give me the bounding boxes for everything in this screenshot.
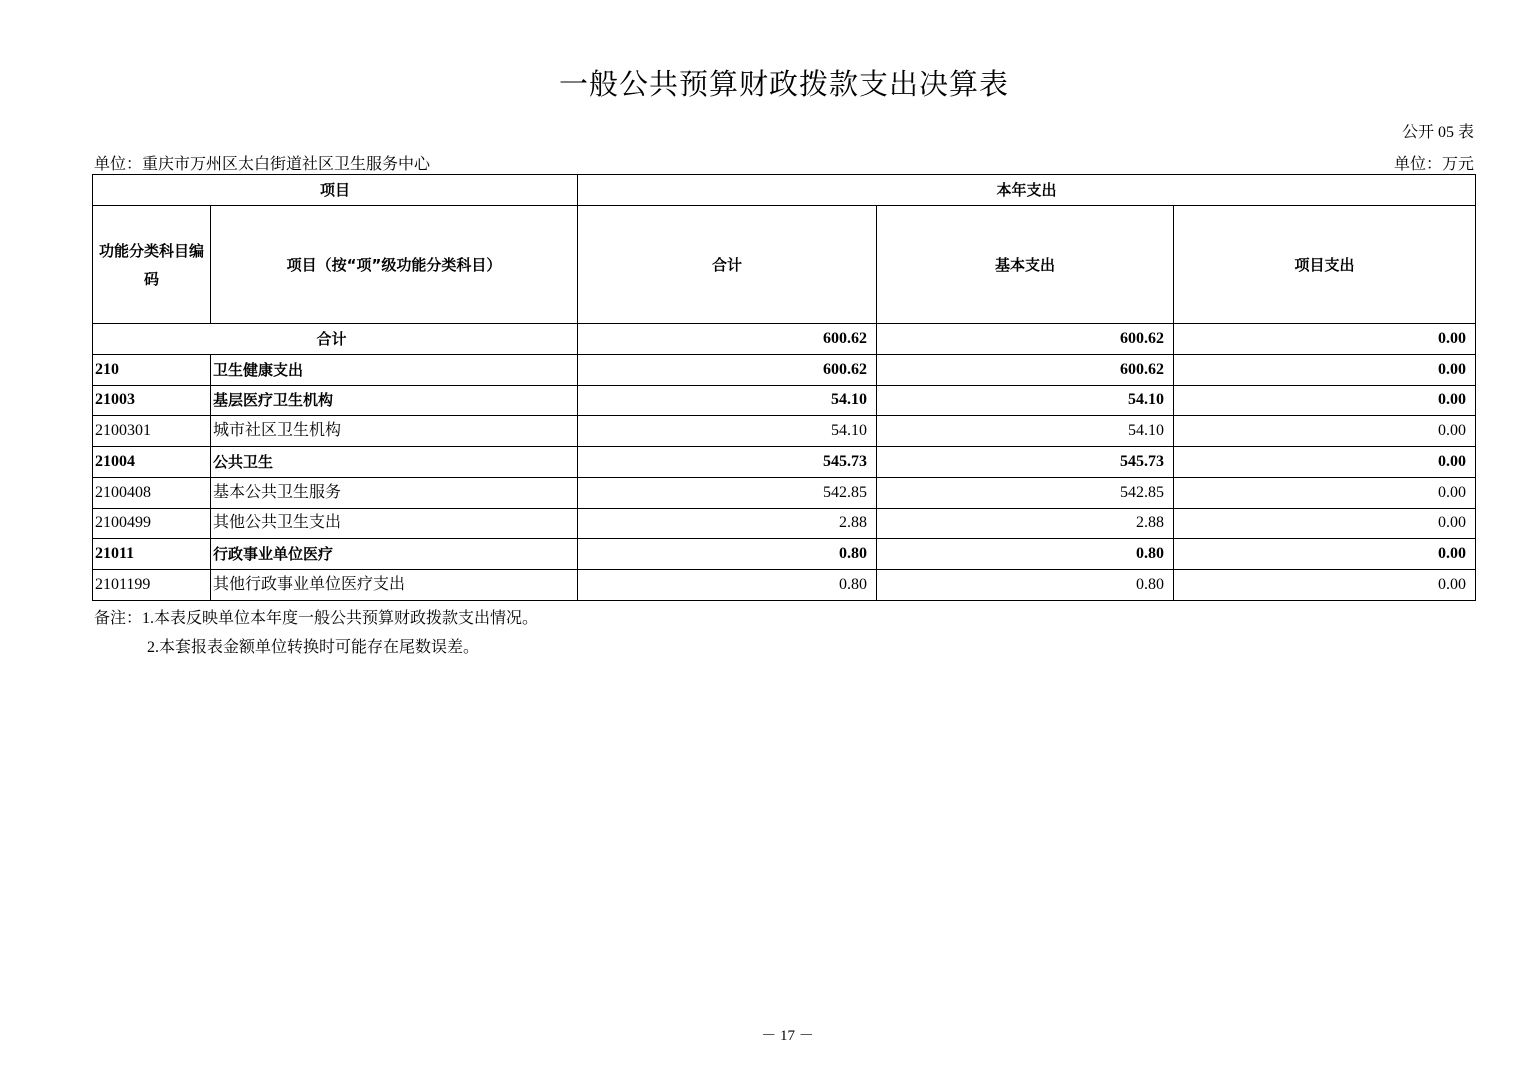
row-basic: 545.73 (877, 447, 1174, 478)
row-code: 2100408 (93, 477, 211, 508)
page-number: － 17 － (761, 1028, 814, 1044)
table-row (93, 354, 1476, 385)
row-basic: 54.10 (877, 385, 1174, 416)
row-name: 城市社区卫生机构 (211, 416, 578, 447)
header-total: 合计 (578, 206, 877, 324)
row-basic: 0.80 (877, 570, 1174, 601)
row-project: 0.00 (1174, 539, 1476, 570)
table-row (93, 570, 1476, 601)
table-row (93, 447, 1476, 478)
row-name: 其他行政事业单位医疗支出 (211, 570, 578, 601)
row-project: 0.00 (1174, 508, 1476, 539)
row-name: 其他公共卫生支出 (211, 508, 578, 539)
row-total: 54.10 (578, 416, 877, 447)
header-annual-expense: 本年支出 (578, 175, 1476, 206)
row-project: 0.00 (1174, 447, 1476, 478)
row-name: 基本公共卫生服务 (211, 477, 578, 508)
table-row (93, 416, 1476, 447)
row-code: 2100301 (93, 416, 211, 447)
total-basic: 600.62 (877, 324, 1174, 355)
row-code: 21011 (93, 539, 211, 570)
total-label: 合计 (93, 324, 578, 355)
row-code: 2101199 (93, 570, 211, 601)
row-basic: 54.10 (877, 416, 1174, 447)
row-basic: 600.62 (877, 354, 1174, 385)
total-project: 0.00 (1174, 324, 1476, 355)
document-number: 公开 05 表 (1401, 124, 1474, 141)
row-total: 0.80 (578, 539, 877, 570)
total-row (93, 324, 1476, 355)
row-total: 600.62 (578, 354, 877, 385)
notes (94, 604, 538, 662)
header-project-expense: 项目支出 (1174, 206, 1476, 324)
note-line-1: 备注：1.本表反映单位本年度一般公共预算财政拨款支出情况。 (94, 610, 539, 627)
table-row (93, 508, 1476, 539)
row-name: 卫生健康支出 (211, 354, 578, 385)
currency-unit: 单位：万元 (1393, 156, 1474, 173)
row-basic: 0.80 (877, 539, 1174, 570)
row-total: 2.88 (578, 508, 877, 539)
header-item-name: 项目（按“项”级功能分类科目） (211, 206, 578, 324)
table-row (93, 477, 1476, 508)
table-row (93, 385, 1476, 416)
table-row (93, 539, 1476, 570)
row-code: 210 (93, 354, 211, 385)
row-project: 0.00 (1174, 477, 1476, 508)
header-row-columns (93, 206, 1476, 324)
row-total: 0.80 (578, 570, 877, 601)
row-code: 2100499 (93, 508, 211, 539)
row-basic: 542.85 (877, 477, 1174, 508)
header-basic: 基本支出 (877, 206, 1174, 324)
header-row-top (93, 175, 1476, 206)
header-project: 项目 (93, 175, 578, 206)
header-code: 功能分类科目编码 (93, 206, 211, 324)
reporting-unit: 单位：重庆市万州区太白街道社区卫生服务中心 (94, 156, 431, 173)
expenditure-table (92, 174, 1476, 601)
row-name: 公共卫生 (211, 447, 578, 478)
note-line-2: 2.本套报表金额单位转换时可能存在尾数误差。 (147, 639, 480, 656)
row-total: 54.10 (578, 385, 877, 416)
total-total: 600.62 (578, 324, 877, 355)
row-code: 21004 (93, 447, 211, 478)
row-total: 545.73 (578, 447, 877, 478)
row-project: 0.00 (1174, 570, 1476, 601)
row-project: 0.00 (1174, 385, 1476, 416)
document-title: 一般公共预算财政拨款支出决算表 (558, 69, 1009, 101)
row-total: 542.85 (578, 477, 877, 508)
row-name: 基层医疗卫生机构 (211, 385, 578, 416)
row-code: 21003 (93, 385, 211, 416)
row-project: 0.00 (1174, 416, 1476, 447)
row-name: 行政事业单位医疗 (211, 539, 578, 570)
row-basic: 2.88 (877, 508, 1174, 539)
row-project: 0.00 (1174, 354, 1476, 385)
